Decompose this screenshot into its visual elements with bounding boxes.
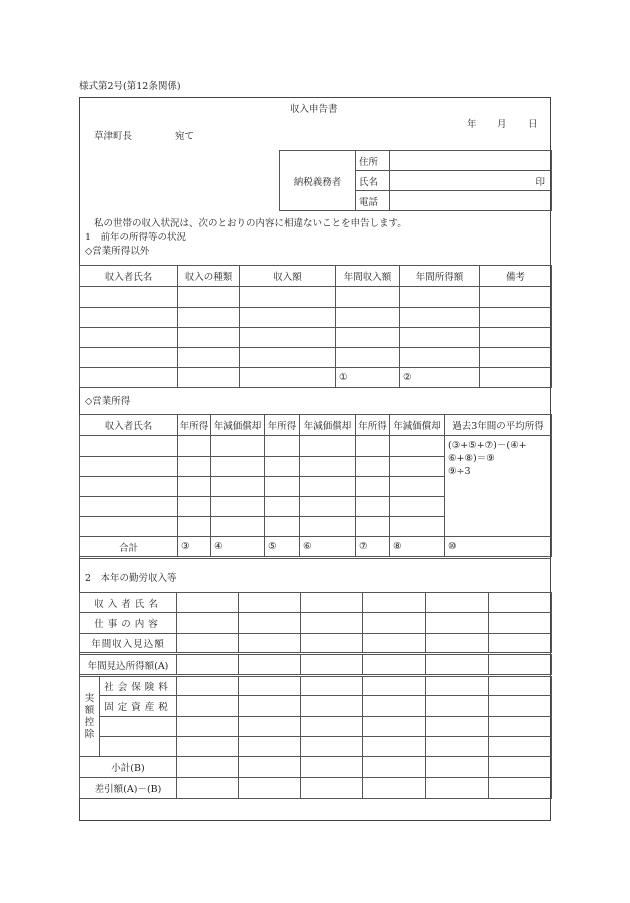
col-earner-name: 収入者氏名: [80, 266, 178, 287]
table-row: [80, 757, 552, 778]
table-cell[interactable]: [80, 328, 178, 348]
table-cell[interactable]: [178, 308, 240, 328]
table-cell[interactable]: [356, 477, 390, 497]
table-cell[interactable]: [480, 348, 552, 368]
table-cell[interactable]: [240, 287, 336, 308]
average-formula: [445, 436, 552, 537]
table-cell[interactable]: [80, 368, 178, 388]
col-annual-earnings: 年間所得額: [400, 266, 480, 287]
address-label: 住所: [356, 151, 390, 171]
table-cell[interactable]: [178, 287, 240, 308]
table-cell[interactable]: [363, 654, 426, 676]
col-remarks: 備考: [480, 266, 552, 287]
col-annual-income-2: 年所得: [265, 415, 300, 436]
table-cell[interactable]: [178, 457, 211, 477]
table-cell[interactable]: [363, 778, 426, 799]
table-cell[interactable]: [177, 717, 239, 737]
table-cell[interactable]: [239, 778, 301, 799]
table-cell[interactable]: [356, 497, 390, 517]
table-row: [80, 308, 552, 328]
table-cell[interactable]: [426, 696, 489, 717]
circled-5-cell[interactable]: ⑤: [265, 537, 300, 557]
table-cell[interactable]: [178, 436, 211, 457]
phone-label: 電話: [356, 191, 390, 211]
table-cell[interactable]: [178, 517, 211, 537]
table-cell[interactable]: [356, 457, 390, 477]
table-cell[interactable]: [178, 477, 211, 497]
circled-10-cell[interactable]: ⑩: [445, 537, 552, 557]
formula-line-3: ⑨÷3: [448, 466, 471, 477]
col-depreciation-1: 年減価償却: [211, 415, 265, 436]
taxpayer-label: 納税義務者: [280, 151, 356, 211]
table-cell[interactable]: [301, 757, 363, 778]
table-cell[interactable]: [80, 517, 178, 537]
table-cell[interactable]: [177, 757, 239, 778]
deduction-label-text: 実額控除: [84, 692, 95, 740]
table-cell[interactable]: [489, 676, 552, 696]
table-cell[interactable]: [336, 328, 400, 348]
earner-name-label: 収入者氏名: [80, 593, 177, 613]
date-year-label: 年: [467, 119, 477, 130]
table-cell[interactable]: [400, 328, 480, 348]
table-cell[interactable]: [80, 477, 178, 497]
table-cell[interactable]: [80, 457, 178, 477]
table-cell[interactable]: [426, 717, 489, 737]
table-cell[interactable]: [363, 676, 426, 696]
col-annual-income: 年間収入額: [336, 266, 400, 287]
table-cell[interactable]: [426, 737, 489, 757]
table-cell[interactable]: [300, 457, 356, 477]
table-cell[interactable]: [480, 287, 552, 308]
table-cell[interactable]: [177, 634, 239, 654]
col-depreciation-2: 年減価償却: [300, 415, 356, 436]
table-cell[interactable]: [177, 613, 239, 634]
table-cell[interactable]: [301, 737, 363, 757]
table-cell[interactable]: [363, 634, 426, 654]
table-cell[interactable]: [211, 517, 265, 537]
table-cell[interactable]: [426, 676, 489, 696]
table-cell[interactable]: [300, 477, 356, 497]
table-cell[interactable]: [390, 477, 445, 497]
table-cell[interactable]: [178, 368, 240, 388]
col-depreciation-3: 年減価償却: [390, 415, 445, 436]
table-cell[interactable]: [265, 436, 300, 457]
formula-line-1: (③+⑤+⑦)－(④+: [448, 440, 527, 451]
declaration-text: 私の世帯の収入状況は、次のとおりの内容に相違ないことを申告します。: [94, 218, 407, 229]
phone-field[interactable]: [390, 191, 552, 211]
table-cell[interactable]: [178, 328, 240, 348]
table-cell[interactable]: [356, 517, 390, 537]
table-cell[interactable]: [301, 593, 363, 613]
table-cell[interactable]: [265, 477, 300, 497]
table-cell[interactable]: [211, 436, 265, 457]
formula-line-2: ⑥+⑧)＝⑨: [448, 453, 495, 464]
table-cell[interactable]: [336, 308, 400, 328]
table-cell[interactable]: [400, 287, 480, 308]
form-title: 収入申告書: [290, 104, 338, 115]
taxpayer-table: [279, 150, 552, 211]
table-cell[interactable]: [489, 737, 552, 757]
table-cell[interactable]: [80, 436, 178, 457]
address-field[interactable]: [390, 151, 552, 171]
col-annual-income-1: 年所得: [178, 415, 211, 436]
table-cell[interactable]: [426, 654, 489, 676]
table-row: [80, 436, 552, 457]
table-cell[interactable]: [239, 634, 301, 654]
table-cell[interactable]: [177, 654, 239, 676]
table-cell[interactable]: [239, 737, 301, 757]
annual-earnings-estimate-label: 年間見込所得額(A): [80, 654, 177, 676]
table-cell[interactable]: [265, 517, 300, 537]
table-cell[interactable]: [301, 696, 363, 717]
table-cell[interactable]: [426, 757, 489, 778]
addressee-name: 草津町長: [94, 131, 133, 142]
date-day-label: 日: [528, 119, 538, 130]
table-cell[interactable]: [390, 436, 445, 457]
col-earner-name: 収入者氏名: [80, 415, 178, 436]
circled-7-cell[interactable]: ⑦: [356, 537, 390, 557]
table-cell[interactable]: [363, 717, 426, 737]
name-label: 氏名: [356, 171, 390, 191]
circled-6-cell[interactable]: ⑥: [300, 537, 356, 557]
table-cell[interactable]: [240, 308, 336, 328]
table-cell[interactable]: [363, 757, 426, 778]
subtotal-label: 小計(B): [80, 757, 177, 778]
table-cell[interactable]: [177, 676, 239, 696]
circled-1-cell[interactable]: ①: [336, 368, 400, 388]
seal-mark: 印: [390, 171, 552, 191]
table-cell[interactable]: [80, 348, 178, 368]
table-cell[interactable]: [336, 348, 400, 368]
table-cell[interactable]: [239, 613, 301, 634]
section2-title: 2 本年の勤労収入等: [85, 573, 177, 584]
col-income-type: 収入の種類: [178, 266, 240, 287]
table-cell[interactable]: [489, 593, 552, 613]
deduction-label: [80, 676, 100, 757]
business-title: ◇営業所得: [85, 396, 131, 407]
table-row: [80, 717, 552, 737]
table-row: [80, 287, 552, 308]
table-cell[interactable]: [265, 497, 300, 517]
table-cell[interactable]: [239, 757, 301, 778]
table-row: [80, 654, 552, 676]
table-row: [80, 368, 552, 388]
table-cell[interactable]: [400, 348, 480, 368]
table-cell[interactable]: [211, 457, 265, 477]
table-cell[interactable]: [363, 696, 426, 717]
table-cell[interactable]: [240, 348, 336, 368]
date-month-label: 月: [497, 119, 507, 130]
table-cell[interactable]: [80, 287, 178, 308]
table-cell[interactable]: [211, 477, 265, 497]
table-cell[interactable]: [400, 308, 480, 328]
table-cell[interactable]: [363, 593, 426, 613]
table-cell[interactable]: [489, 757, 552, 778]
table-row: [80, 593, 552, 613]
circled-8-cell[interactable]: ⑧: [390, 537, 445, 557]
col-annual-income-3: 年所得: [356, 415, 390, 436]
difference-label: 差引額(A)－(B): [80, 778, 177, 799]
table-cell[interactable]: [177, 737, 239, 757]
table-cell[interactable]: [301, 613, 363, 634]
table-cell[interactable]: [356, 436, 390, 457]
table-cell[interactable]: [489, 654, 552, 676]
circled-4-cell[interactable]: ④: [211, 537, 265, 557]
table-cell[interactable]: [489, 778, 552, 799]
table-cell[interactable]: [390, 517, 445, 537]
table-row: [80, 634, 552, 654]
table-cell[interactable]: [480, 328, 552, 348]
table-cell[interactable]: [301, 778, 363, 799]
circled-2-cell[interactable]: ②: [400, 368, 480, 388]
form-reference: 様式第2号(第12条関係): [79, 81, 181, 92]
table-cell[interactable]: [178, 348, 240, 368]
table-cell[interactable]: [426, 778, 489, 799]
table-cell[interactable]: [100, 737, 177, 757]
table-row: [80, 613, 552, 634]
table-row: [80, 778, 552, 799]
table-cell[interactable]: [240, 328, 336, 348]
table-cell[interactable]: [300, 436, 356, 457]
circled-3-cell[interactable]: ③: [178, 537, 211, 557]
business-income-table: [79, 414, 552, 557]
job-content-label: 仕事の内容: [80, 613, 177, 634]
table-cell[interactable]: [239, 676, 301, 696]
table-cell[interactable]: [239, 696, 301, 717]
table-cell[interactable]: [178, 497, 211, 517]
non-business-title: ◇営業所得以外: [85, 246, 150, 257]
table-cell[interactable]: [239, 717, 301, 737]
table-cell[interactable]: [390, 497, 445, 517]
table-cell[interactable]: [211, 497, 265, 517]
table-cell[interactable]: [239, 654, 301, 676]
current-year-income-table: [79, 592, 552, 799]
col-three-year-average: 過去3年間の平均所得: [445, 415, 552, 436]
annual-income-estimate-label: 年間収入見込額: [80, 634, 177, 654]
table-cell[interactable]: [489, 696, 552, 717]
table-cell[interactable]: [265, 457, 300, 477]
table-row: [80, 328, 552, 348]
table-cell[interactable]: [177, 593, 239, 613]
table-cell[interactable]: [240, 368, 336, 388]
table-cell[interactable]: [301, 654, 363, 676]
table-cell[interactable]: [363, 613, 426, 634]
table-cell[interactable]: [489, 634, 552, 654]
table-cell[interactable]: [80, 308, 178, 328]
table-cell[interactable]: [390, 457, 445, 477]
total-row: [80, 537, 552, 557]
table-cell[interactable]: [363, 737, 426, 757]
section-divider: [79, 558, 551, 559]
table-cell[interactable]: [489, 613, 552, 634]
addressee-suffix: 宛て: [175, 131, 195, 142]
table-cell[interactable]: [177, 778, 239, 799]
property-tax-label: 固定資産税: [100, 696, 177, 717]
table-cell[interactable]: [426, 634, 489, 654]
table-cell[interactable]: [301, 717, 363, 737]
non-business-income-table: [79, 265, 552, 388]
table-cell[interactable]: [301, 676, 363, 696]
table-cell[interactable]: [489, 717, 552, 737]
table-cell[interactable]: [80, 497, 178, 517]
social-insurance-label: 社会保険料: [100, 676, 177, 696]
table-cell[interactable]: [300, 497, 356, 517]
section1-title: 1 前年の所得等の状況: [85, 232, 187, 243]
col-income-amount: 収入額: [240, 266, 336, 287]
table-cell[interactable]: [336, 287, 400, 308]
table-cell[interactable]: [177, 696, 239, 717]
table-cell[interactable]: [100, 717, 177, 737]
table-cell[interactable]: [480, 308, 552, 328]
table-cell[interactable]: [300, 517, 356, 537]
table-row: [80, 696, 552, 717]
table-row: [80, 676, 552, 696]
total-label: 合計: [80, 537, 178, 557]
table-cell[interactable]: [426, 593, 489, 613]
table-cell[interactable]: [480, 368, 552, 388]
table-cell[interactable]: [301, 634, 363, 654]
table-cell[interactable]: [426, 613, 489, 634]
table-row: [80, 348, 552, 368]
table-cell[interactable]: [239, 593, 301, 613]
table-row: [80, 737, 552, 757]
